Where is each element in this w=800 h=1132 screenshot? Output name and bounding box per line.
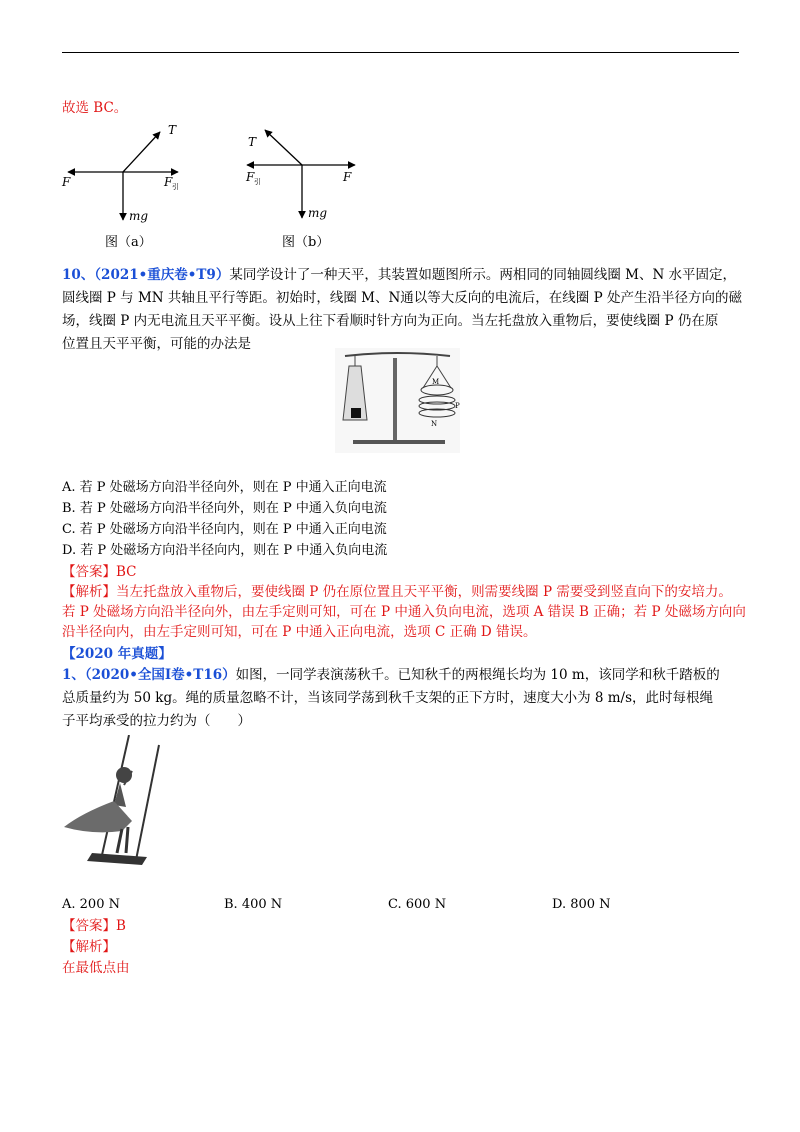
q10-option-c: C. 若 P 处磁场方向沿半径向内，则在 P 中通入正向电流 (62, 522, 387, 537)
q1-option-b: B. 400 N (224, 897, 283, 912)
balance-figure (335, 348, 460, 453)
label-Fyin-sub: 引 (254, 178, 261, 186)
q10-source: （2021•重庆卷•T9） (94, 267, 230, 283)
q1-option-d: D. 800 N (552, 897, 611, 912)
q1-line-1 (62, 666, 720, 684)
q1-stem-1: 如图，一同学表演荡秋千。已知秋千的两根绳长均为 10 m，该同学和秋千踏板的 (235, 667, 720, 683)
label-F: F (343, 170, 352, 184)
q10-option-b: B. 若 P 处磁场方向沿半径向外，则在 P 中通入负向电流 (62, 501, 387, 516)
q1-option-a: A. 200 N (62, 897, 120, 912)
force-diagram-b (240, 120, 370, 230)
q10-answer: 【答案】BC (62, 564, 137, 580)
header-rule (62, 52, 739, 53)
q10-stem-1: 某同学设计了一种天平，其装置如题图所示。两相同的同轴圆线圈 M、N 水平固定， (229, 267, 737, 283)
q10-stem-3: 场，线圈 P 内无电流且天平平衡。设从上往下看顺时针方向为正向。当左托盘放入重物后，要使线圈 P 仍在原 (62, 313, 719, 329)
label-T: T (248, 135, 257, 149)
coil-N-label: N (431, 420, 438, 428)
q10-option-d: D. 若 P 处磁场方向沿半径向内，则在 P 中通入负向电流 (62, 543, 388, 558)
force-diagram-a (60, 120, 190, 230)
q10-stem-2: 圆线圈 P 与 MN 共轴且平行等距。初始时，线圈 M、N通以等大反向的电流后，在线圈 P 处产生沿半径方向的磁 (62, 290, 742, 306)
coil-M-label: M (432, 378, 440, 386)
q1-stem-3: 子平均承受的拉力约为（ ） (62, 713, 251, 729)
label-Fyin-sub: 引 (172, 183, 179, 191)
q10-analysis-1: 【解析】当左托盘放入重物后，要使线圈 P 仍在原位置且天平平衡，则需要线圈 P 需要受到竖直向下的安培力。 (62, 584, 732, 600)
q10-analysis-3: 沿半径向内，由左手定则可知，可在 P 中通入正向电流，选项 C 正确 D 错误。 (62, 624, 537, 640)
q10-option-a: A. 若 P 处磁场方向沿半径向外，则在 P 中通入正向电流 (62, 480, 387, 495)
swing-illustration (62, 735, 167, 870)
q1-analysis-label: 【解析】 (62, 939, 116, 955)
label-T: T (168, 123, 177, 137)
q10-stem-4: 位置且天平平衡，可能的办法是 (62, 336, 251, 352)
q1-stem-2: 总质量约为 50 kg。绳的质量忽略不计，当该同学荡到秋千支架的正下方时，速度大小为 8 m/s，此时每根绳 (62, 690, 714, 706)
label-mg: mg (129, 209, 149, 223)
coil-P-label: P (455, 402, 460, 410)
label-Fyin: F (164, 175, 173, 189)
q1-source: （2020•全国Ⅰ卷•T16） (84, 667, 236, 683)
q1-option-c: C. 600 N (388, 897, 447, 912)
q10-line-1 (62, 266, 736, 284)
q10-analysis-2: 若 P 处磁场方向沿半径向外，由左手定则可知，可在 P 中通入负向电流，选项 A 错误 B 正确；若 P 处磁场方向向 (62, 604, 746, 620)
q10-number: 10、 (62, 267, 95, 283)
q1-number: 1、 (62, 667, 85, 683)
label-F: F (62, 175, 71, 189)
label-mg: mg (308, 206, 328, 220)
figure-a-caption: 图（a） (105, 235, 152, 250)
q1-answer: 【答案】B (62, 918, 126, 934)
figure-b-caption: 图（b） (282, 235, 330, 250)
q1-analysis-text: 在最低点由 (62, 960, 130, 976)
prev-conclusion: 故选 BC。 (62, 100, 128, 116)
label-Fyin: F (246, 170, 255, 184)
section-2020-title: 【2020 年真题】 (62, 646, 172, 662)
